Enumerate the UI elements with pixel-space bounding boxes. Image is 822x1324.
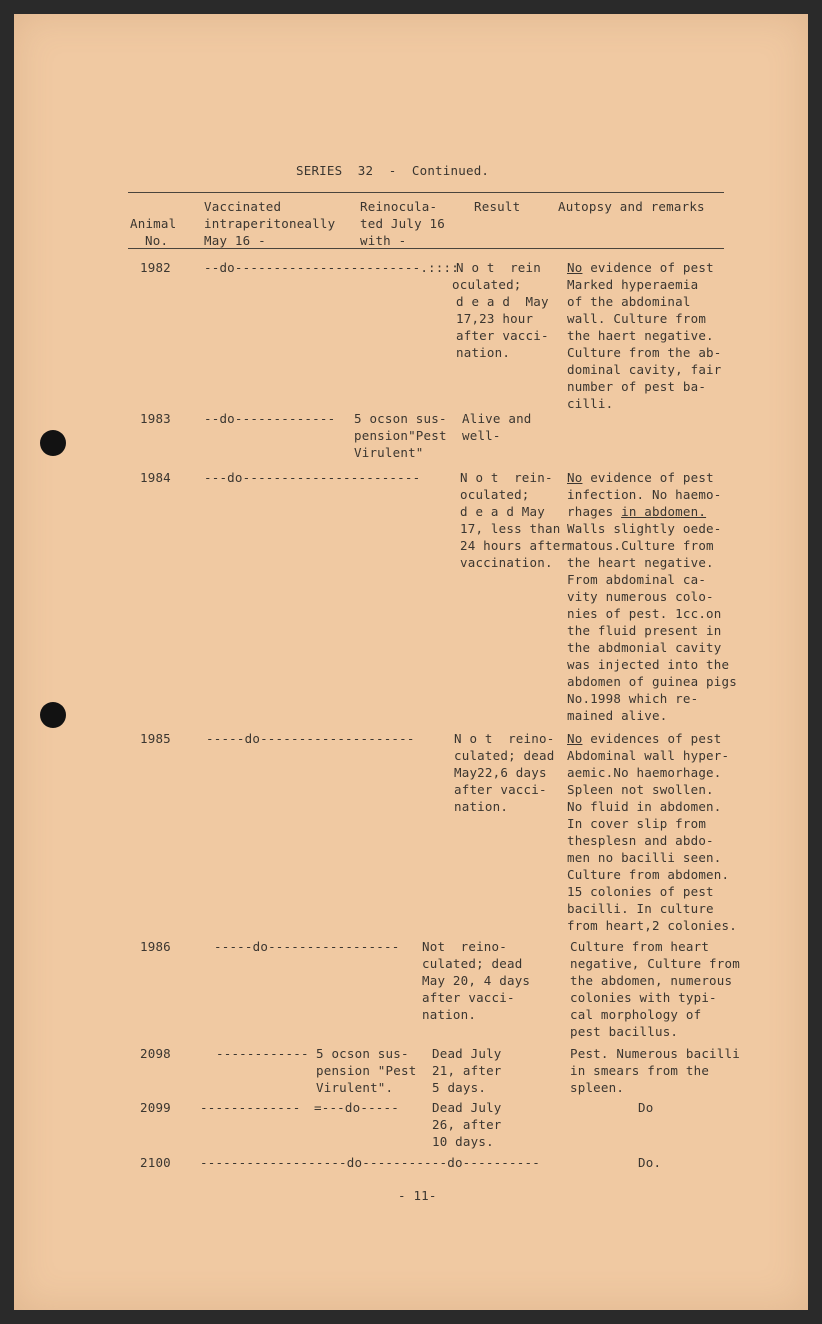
row-1982-autopsy-line: dominal cavity, fair	[567, 362, 722, 377]
row-1985-result-line: after vacci-	[454, 782, 547, 797]
row-1983-result-line: Alive and	[462, 411, 532, 426]
row-1986-result-line: nation.	[422, 1007, 477, 1022]
row-1985-result-line: N o t reino-	[454, 731, 555, 746]
row-1984-autopsy-line: the heart negative.	[567, 555, 714, 570]
header-autopsy: Autopsy and remarks	[558, 199, 705, 214]
row-2099-vacc: -------------	[200, 1100, 301, 1115]
row-2100-autopsy-line: Do.	[638, 1155, 662, 1170]
page-title: SERIES 32 - Continued.	[296, 163, 490, 178]
row-1984-no: 1984	[140, 470, 171, 485]
row-1986-result-line: after vacci-	[422, 990, 515, 1005]
row-2098-reinoc-line: pension "Pest	[316, 1063, 417, 1078]
row-1986-autopsy-line: colonies with typi-	[570, 990, 717, 1005]
row-1984-autopsy-line: the fluid present in	[567, 623, 722, 638]
punch-hole-top	[40, 430, 66, 456]
row-1986-vacc: -----do-----------------	[214, 939, 400, 954]
row-1985-autopsy-line: Spleen not swollen.	[567, 782, 714, 797]
header-vaccinated-1: Vaccinated	[204, 199, 282, 214]
row-2098-result-line: 21, after	[432, 1063, 502, 1078]
row-1984-autopsy-line: mained alive.	[567, 708, 668, 723]
row-2098-result-line: 5 days.	[432, 1080, 487, 1095]
header-vaccinated-2: intraperitoneally	[204, 216, 336, 231]
header-result: Result	[474, 199, 521, 214]
row-1986-autopsy-line: pest bacillus.	[570, 1024, 679, 1039]
row-1986-result-line: May 20, 4 days	[422, 973, 531, 988]
row-1986-result-line: culated; dead	[422, 956, 523, 971]
row-1983-vacc: --do-------------	[204, 411, 336, 426]
row-1982-autopsy-line: No evidence of pest	[567, 260, 714, 275]
row-1985-autopsy-line: from heart,2 colonies.	[567, 918, 737, 933]
header-reinoculated-3: with -	[360, 233, 407, 248]
row-2098-reinoc-line: Virulent".	[316, 1080, 394, 1095]
row-1982-autopsy-line: Marked hyperaemia	[567, 277, 699, 292]
row-1984-autopsy-line: No evidence of pest	[567, 470, 714, 485]
row-2099-autopsy-line: Do	[638, 1100, 654, 1115]
row-2099-result-line: 26, after	[432, 1117, 502, 1132]
row-1985-autopsy-line: In cover slip from	[567, 816, 707, 831]
row-1986-result-line: Not reino-	[422, 939, 507, 954]
row-1983-reinoc-line: pension"Pest	[354, 428, 447, 443]
row-1982-result-line: nation.	[456, 345, 511, 360]
punch-hole-bottom	[40, 702, 66, 728]
row-1982-result-line: 17,23 hour	[456, 311, 534, 326]
page-number: - 11-	[398, 1188, 437, 1203]
row-1982-result-line: d e a d May	[456, 294, 549, 309]
row-1982-autopsy-line: number of pest ba-	[567, 379, 707, 394]
row-1984-autopsy-line: infection. No haemo-	[567, 487, 722, 502]
row-1985-autopsy-line: No fluid in abdomen.	[567, 799, 722, 814]
row-1982-result-line: oculated;	[452, 277, 522, 292]
row-1985-autopsy-line: 15 colonies of pest	[567, 884, 714, 899]
row-1985-autopsy-line: thesplesn and abdo-	[567, 833, 714, 848]
row-1984-result-line: d e a d May	[460, 504, 545, 519]
row-2099-no: 2099	[140, 1100, 171, 1115]
row-1982-no: 1982	[140, 260, 171, 275]
row-1985-result-line: May22,6 days	[454, 765, 547, 780]
header-animal: Animal	[130, 216, 177, 231]
row-1982-autopsy-line: Culture from the ab-	[567, 345, 722, 360]
row-1984-result-line: oculated;	[460, 487, 530, 502]
row-1984-autopsy-line: matous.Culture from	[567, 538, 714, 553]
row-2098-autopsy-line: Pest. Numerous bacilli	[570, 1046, 740, 1061]
row-2098-reinoc-line: 5 ocson sus-	[316, 1046, 409, 1061]
row-2100-vacc: -------------------do-----------do----------	[200, 1155, 540, 1170]
row-1982-vacc: --do------------------------.::::	[204, 260, 459, 275]
header-animal-no: No.	[145, 233, 169, 248]
row-1984-autopsy-line: rhages in abdomen.	[567, 504, 707, 519]
row-1985-autopsy-line: men no bacilli seen.	[567, 850, 722, 865]
row-1984-result-line: 17, less than	[460, 521, 561, 536]
row-1985-result-line: culated; dead	[454, 748, 555, 763]
row-1982-autopsy-line: the haert negative.	[567, 328, 714, 343]
row-1985-autopsy-line: No evidences of pest	[567, 731, 722, 746]
header-rule-top	[128, 192, 724, 193]
row-2098-no: 2098	[140, 1046, 171, 1061]
row-1984-autopsy-line: From abdominal ca-	[567, 572, 707, 587]
row-1984-autopsy-line: vity numerous colo-	[567, 589, 714, 604]
row-1983-reinoc-line: 5 ocson sus-	[354, 411, 447, 426]
row-1985-autopsy-line: Culture from abdomen.	[567, 867, 730, 882]
row-2098-autopsy-line: spleen.	[570, 1080, 625, 1095]
row-1984-result-line: 24 hours after	[460, 538, 569, 553]
row-1986-autopsy-line: the abdomen, numerous	[570, 973, 733, 988]
row-2098-autopsy-line: in smears from the	[570, 1063, 710, 1078]
row-1983-reinoc-line: Virulent"	[354, 445, 424, 460]
row-2098-vacc: ------------	[216, 1046, 309, 1061]
row-1984-autopsy-line: was injected into the	[567, 657, 730, 672]
row-1985-no: 1985	[140, 731, 171, 746]
row-1985-autopsy-line: aemic.No haemorhage.	[567, 765, 722, 780]
row-1984-autopsy-line: Walls slightly oede-	[567, 521, 722, 536]
row-2100-no: 2100	[140, 1155, 171, 1170]
row-1982-autopsy-line: of the abdominal	[567, 294, 691, 309]
row-1984-autopsy-line: No.1998 which re-	[567, 691, 699, 706]
row-1985-vacc: -----do--------------------	[206, 731, 415, 746]
row-1985-autopsy-line: bacilli. In culture	[567, 901, 714, 916]
row-1984-result-line: vaccination.	[460, 555, 553, 570]
row-1982-autopsy-line: cilli.	[567, 396, 614, 411]
row-1982-result-line: after vacci-	[456, 328, 549, 343]
row-2098-result-line: Dead July	[432, 1046, 502, 1061]
header-reinoculated-2: ted July 16	[360, 216, 445, 231]
header-reinoculated-1: Reinocula-	[360, 199, 438, 214]
row-1982-result-line: N o t rein	[456, 260, 541, 275]
row-2099-result-line: 10 days.	[432, 1134, 494, 1149]
row-1984-vacc: ---do-----------------------	[204, 470, 421, 485]
row-1982-autopsy-line: wall. Culture from	[567, 311, 707, 326]
row-1984-result-line: N o t rein-	[460, 470, 553, 485]
row-1984-autopsy-line: abdomen of guinea pigs	[567, 674, 737, 689]
row-1984-autopsy-line: the abdmonial cavity	[567, 640, 722, 655]
row-1983-result-line: well-	[462, 428, 501, 443]
row-1985-result-line: nation.	[454, 799, 509, 814]
row-1986-autopsy-line: negative, Culture from	[570, 956, 740, 971]
header-vaccinated-3: May 16 -	[204, 233, 266, 248]
row-1986-no: 1986	[140, 939, 171, 954]
row-2099-result-line: Dead July	[432, 1100, 502, 1115]
row-1986-autopsy-line: cal morphology of	[570, 1007, 702, 1022]
row-1986-autopsy-line: Culture from heart	[570, 939, 710, 954]
row-1983-no: 1983	[140, 411, 171, 426]
row-1985-autopsy-line: Abdominal wall hyper-	[567, 748, 730, 763]
row-2099-reinoc-line: =---do-----	[314, 1100, 399, 1115]
row-1984-autopsy-line: nies of pest. 1cc.on	[567, 606, 722, 621]
